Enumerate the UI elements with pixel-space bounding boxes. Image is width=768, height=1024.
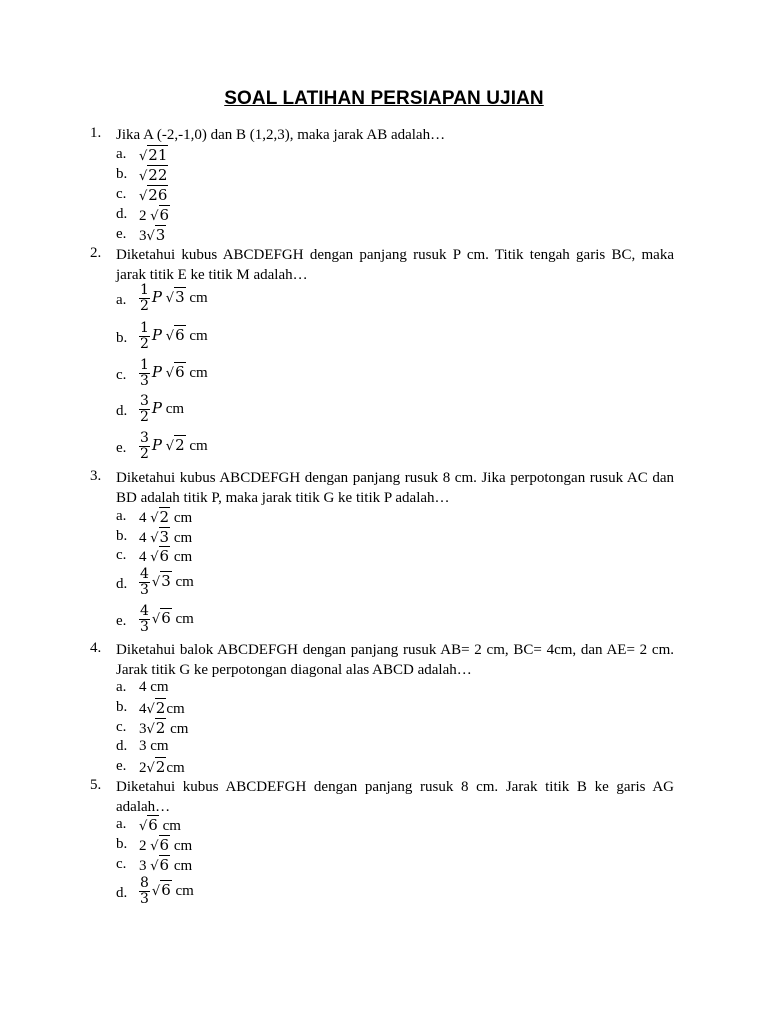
option-value: 2 √6	[139, 206, 170, 224]
fraction: $\frac{1}{2}$	[140, 320, 149, 352]
square-root: √6	[150, 206, 170, 224]
option-letter: c.	[116, 719, 127, 735]
square-root: √6	[150, 856, 170, 874]
fraction: $\frac{1}{2}$	[140, 282, 149, 314]
fraction: $\frac{1}{3}$	[140, 357, 149, 389]
option-letter: c.	[116, 367, 127, 383]
option-letter: b.	[116, 528, 128, 544]
square-root: √6	[165, 325, 185, 344]
option-letter: b.	[116, 836, 128, 852]
square-root: √6	[139, 816, 158, 834]
fraction: $\frac{4}{3}$	[140, 566, 149, 598]
option-value: 4 cm	[139, 679, 169, 695]
option-value: 4 √6 cm	[139, 547, 193, 565]
option-value: 4 √3 cm	[139, 528, 193, 546]
question-text: Diketahui kubus ABCDEFGH dengan panjang rusuk P cm. Titik tengah garis BC, maka jarak titik E ke titik M adalah…	[116, 247, 674, 283]
fraction: $\frac{4}{3}$	[140, 603, 149, 635]
option-letter: d.	[116, 885, 128, 901]
square-root: √26	[139, 186, 168, 204]
square-root: √2	[150, 508, 170, 526]
square-root: √2	[165, 435, 185, 454]
option-letter: e.	[116, 226, 127, 242]
option-letter: d.	[116, 576, 128, 592]
option-letter: a.	[116, 508, 127, 524]
option-letter: c.	[116, 547, 127, 563]
fraction: $\frac{3}{2}$	[140, 393, 149, 425]
square-root: √6	[150, 836, 170, 854]
option-value: $\frac{3}{2}$ P cm	[140, 393, 185, 425]
question-text: Diketahui kubus ABCDEFGH dengan panjang rusuk 8 cm. Jarak titik B ke garis AG adalah…	[116, 779, 674, 815]
option-letter: b.	[116, 166, 128, 182]
square-root: √2	[146, 719, 166, 737]
option-letter: d.	[116, 403, 128, 419]
square-root: √21	[139, 146, 168, 164]
option-letter: a.	[116, 146, 127, 162]
option-letter: d.	[116, 738, 128, 754]
question-number: 4.	[90, 640, 102, 656]
question-text: Diketahui kubus ABCDEFGH dengan panjang rusuk 8 cm. Jika perpotongan rusuk AC dan BD adalah titik P, maka jarak titik G ke titik P adalah…	[116, 470, 674, 506]
option-letter: a.	[116, 816, 127, 832]
square-root: √22	[139, 166, 168, 184]
option-value: $\frac{3}{2}$ P √2 cm	[140, 430, 208, 462]
square-root: √3	[150, 528, 170, 546]
option-letter: a.	[116, 679, 127, 695]
option-value	[139, 146, 168, 165]
question-text: Jika A (-2,-1,0) dan B (1,2,3), maka jarak AB adalah…	[116, 127, 446, 143]
option-value: $\frac{1}{2}$ P √3 cm	[140, 282, 208, 314]
option-value: 3√2 cm	[139, 719, 189, 737]
square-root: √6	[151, 608, 171, 627]
page-title: SOAL LATIHAN PERSIAPAN UJIAN	[224, 88, 544, 109]
option-value: 2√2cm	[139, 758, 185, 776]
question-text: Diketahui balok ABCDEFGH dengan panjang rusuk AB= 2 cm, BC= 4cm, dan AE= 2 cm. Jarak titik G ke perpotongan diagonal alas ABCD adalah…	[116, 642, 674, 678]
square-root: √6	[150, 547, 170, 565]
option-value: $\frac{1}{2}$ P √6 cm	[140, 320, 208, 352]
option-value: $\frac{4}{3}$ √6 cm	[140, 603, 194, 635]
question-number: 1.	[90, 125, 102, 141]
option-value: 4√2cm	[139, 699, 185, 717]
fraction: $\frac{3}{2}$	[140, 430, 149, 462]
option-value: $\frac{8}{3}$ √6 cm	[140, 875, 194, 907]
square-root: √2	[146, 758, 166, 776]
option-value	[139, 166, 168, 185]
square-root: √2	[146, 699, 166, 717]
option-letter: b.	[116, 699, 128, 715]
option-value: $\frac{1}{3}$ P √6 cm	[140, 357, 208, 389]
fraction: $\frac{8}{3}$	[140, 875, 149, 907]
square-root: √3	[146, 226, 166, 244]
option-letter: c.	[116, 186, 127, 202]
option-letter: c.	[116, 856, 127, 872]
question-number: 3.	[90, 468, 102, 484]
option-value: √6 cm	[139, 816, 181, 834]
option-value: 2 √6 cm	[139, 836, 193, 854]
option-value	[139, 186, 168, 205]
option-value: $\frac{4}{3}$ √3 cm	[140, 566, 194, 598]
question-number: 2.	[90, 245, 102, 261]
option-letter: e.	[116, 440, 127, 456]
square-root: √6	[165, 362, 185, 381]
square-root: √3	[165, 287, 185, 306]
option-value: 3 cm	[139, 738, 169, 754]
option-value: 4 √2 cm	[139, 508, 193, 526]
square-root: √3	[151, 571, 171, 590]
option-letter: a.	[116, 292, 127, 308]
option-letter: b.	[116, 330, 128, 346]
square-root: √6	[151, 880, 171, 899]
option-value: 3 √6 cm	[139, 856, 193, 874]
option-letter: e.	[116, 758, 127, 774]
option-letter: d.	[116, 206, 128, 222]
option-value: 3√3	[139, 226, 166, 244]
option-letter: e.	[116, 613, 127, 629]
question-number: 5.	[90, 777, 102, 793]
